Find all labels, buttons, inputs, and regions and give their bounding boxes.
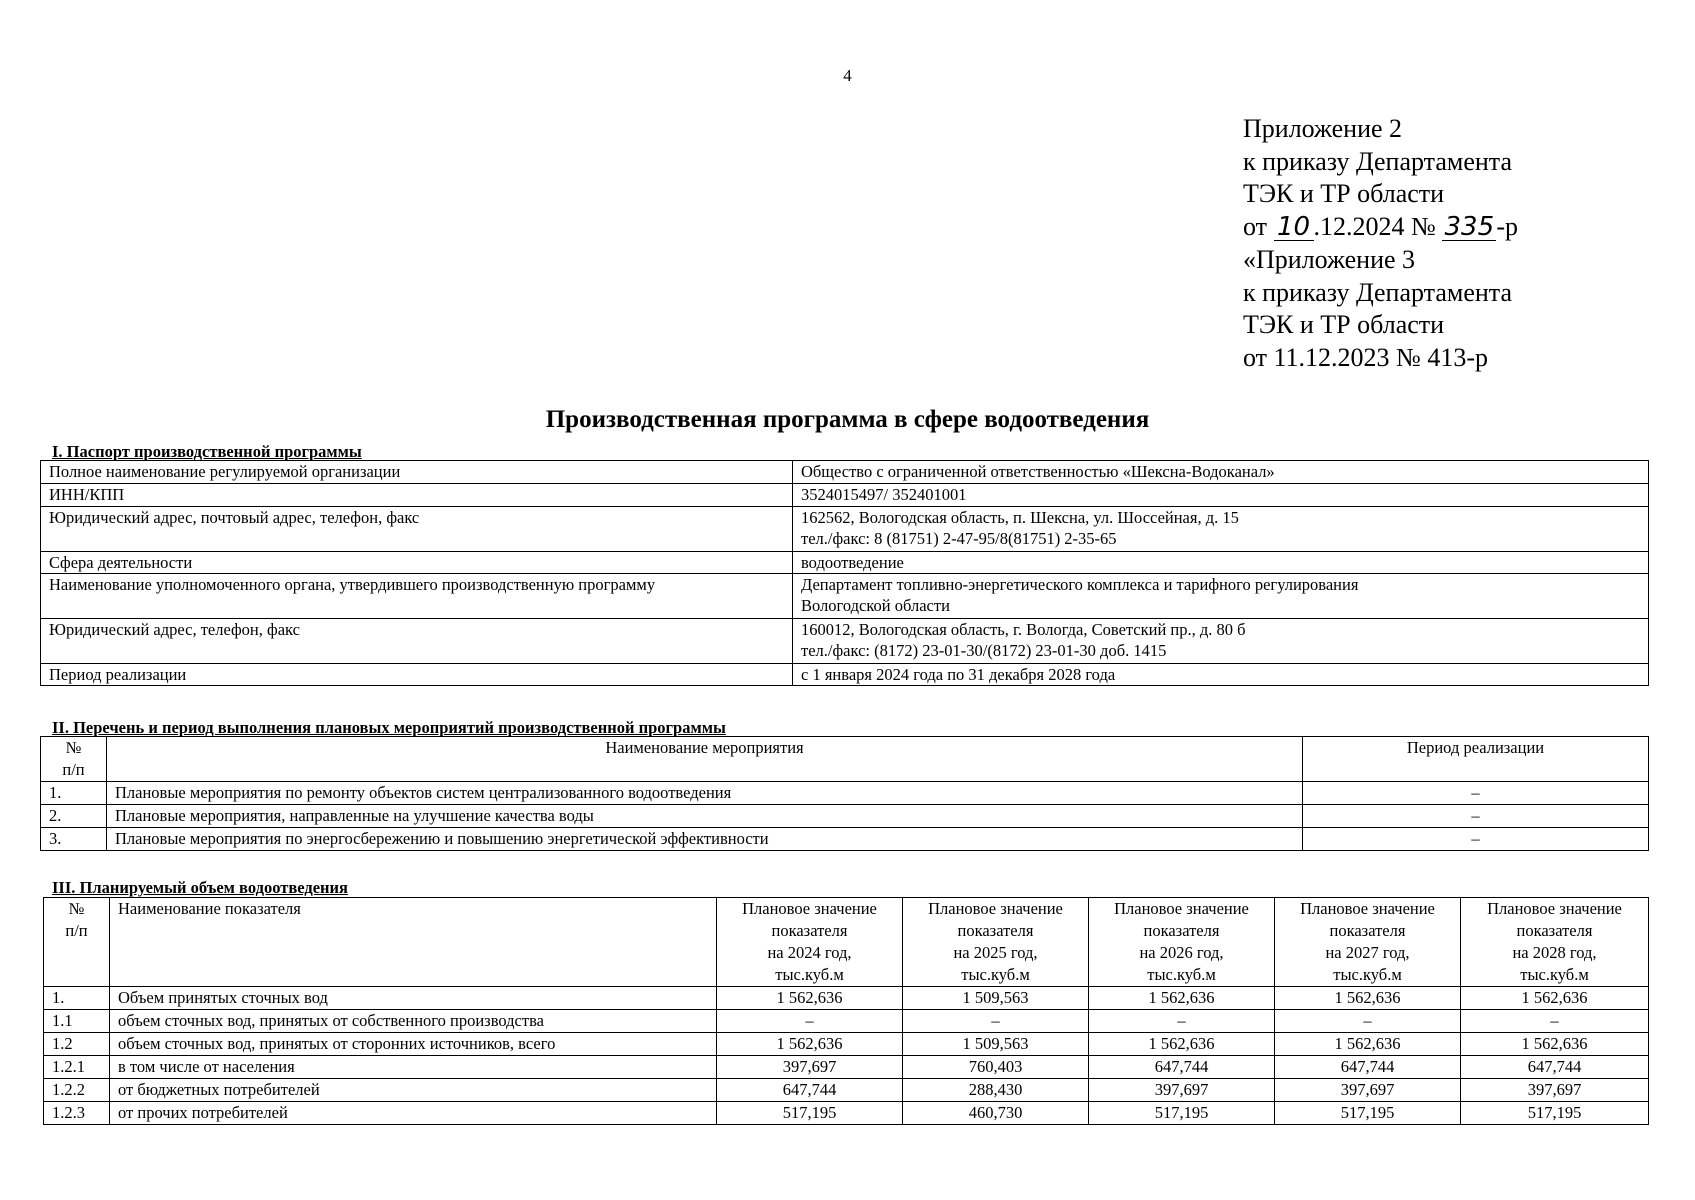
order-suffix: -р — [1496, 212, 1519, 242]
row-value: 397,697 — [1461, 1079, 1649, 1102]
year-header-line: Плановое значение — [1300, 899, 1435, 918]
year-header-line: тыс.куб.м — [1333, 965, 1402, 984]
year-header-line: тыс.куб.м — [1520, 965, 1589, 984]
table-header-row — [41, 737, 1649, 782]
passport-value: 160012, Вологодская область, г. Вологда, Советский пр., д. 80 б — [801, 620, 1246, 639]
row-period: – — [1303, 782, 1649, 805]
volume-table — [43, 897, 1649, 1125]
row-value: 1 509,563 — [903, 1033, 1089, 1056]
row-num: 3. — [41, 828, 107, 851]
year-header-line: показателя — [1143, 921, 1220, 940]
passport-value: 162562, Вологодская область, п. Шексна, ул. Шоссейная, д. 15 — [801, 508, 1239, 527]
passport-value: с 1 января 2024 года по 31 декабря 2028 года — [793, 664, 1649, 686]
appendix-line: к приказу Департамента — [1243, 277, 1513, 307]
page-number: 4 — [843, 66, 852, 85]
year-header — [1089, 898, 1275, 987]
table-row — [44, 1079, 1649, 1102]
row-name: Плановые мероприятия по энергосбережению и повышению энергетической эффективности — [107, 828, 1303, 851]
passport-label: Юридический адрес, телефон, факс — [41, 619, 793, 664]
document-title: Производственная программа в сфере водоотведения — [545, 406, 1150, 433]
year-header-line: показателя — [1329, 921, 1406, 940]
row-value: 460,730 — [903, 1102, 1089, 1125]
row-value: 647,744 — [1275, 1056, 1461, 1079]
header-period: Период реализации — [1303, 737, 1649, 782]
appendix-line: «Приложение 3 — [1243, 244, 1416, 274]
handwritten-day: 10 — [1274, 214, 1314, 241]
row-value: 397,697 — [1275, 1079, 1461, 1102]
row-name: Плановые мероприятия по ремонту объектов систем централизованного водоотведения — [107, 782, 1303, 805]
row-period: – — [1303, 828, 1649, 851]
table-row — [41, 507, 1649, 552]
row-num: 1.2.3 — [44, 1102, 110, 1125]
header-num: № — [68, 899, 85, 918]
appendix-block — [1243, 113, 1518, 375]
year-header-line: Плановое значение — [928, 899, 1063, 918]
row-value: – — [903, 1010, 1089, 1033]
row-value: 1 562,636 — [1089, 987, 1275, 1010]
year-header-line: на 2024 год, — [767, 943, 852, 962]
appendix-line: ТЭК и ТР области — [1243, 179, 1445, 209]
header-name: Наименование показателя — [110, 898, 717, 987]
row-value: 1 562,636 — [717, 1033, 903, 1056]
passport-table — [40, 460, 1649, 686]
row-value: 760,403 — [903, 1056, 1089, 1079]
section-1-heading: I. Паспорт производственной программы — [52, 442, 362, 461]
order-mid: .12.2024 № — [1313, 212, 1436, 242]
header-num: № — [65, 738, 82, 757]
row-value: 1 562,636 — [1275, 1033, 1461, 1056]
header-num-cell — [41, 737, 107, 782]
year-header-line: показателя — [957, 921, 1034, 940]
row-value: – — [1461, 1010, 1649, 1033]
passport-label: Период реализации — [41, 664, 793, 686]
row-num: 1. — [41, 782, 107, 805]
appendix-order-line — [1243, 211, 1518, 244]
row-num: 1.2 — [44, 1033, 110, 1056]
year-header-line: тыс.куб.м — [1147, 965, 1216, 984]
row-value: 397,697 — [1089, 1079, 1275, 1102]
year-header-line: на 2027 год, — [1325, 943, 1410, 962]
passport-value-cell — [793, 619, 1649, 664]
year-header — [1275, 898, 1461, 987]
table-row — [41, 552, 1649, 574]
passport-label: Сфера деятельности — [41, 552, 793, 574]
table-header-row — [44, 898, 1649, 987]
passport-value: Департамент топливно-энергетического комплекса и тарифного регулирования — [801, 575, 1359, 594]
row-num: 1.2.1 — [44, 1056, 110, 1079]
row-num: 1.2.2 — [44, 1079, 110, 1102]
year-header-line: показателя — [1516, 921, 1593, 940]
row-value: – — [1089, 1010, 1275, 1033]
passport-label: ИНН/КПП — [41, 484, 793, 507]
year-header — [1461, 898, 1649, 987]
year-header-line: Плановое значение — [1487, 899, 1622, 918]
table-row — [41, 484, 1649, 507]
row-value: 1 562,636 — [1461, 987, 1649, 1010]
row-value: 1 562,636 — [1275, 987, 1461, 1010]
passport-value-cell — [793, 507, 1649, 552]
row-value: 288,430 — [903, 1079, 1089, 1102]
table-row — [44, 1010, 1649, 1033]
table-row — [41, 619, 1649, 664]
passport-value: водоотведение — [793, 552, 1649, 574]
year-header-line: тыс.куб.м — [775, 965, 844, 984]
table-row — [41, 828, 1649, 851]
header-name: Наименование мероприятия — [107, 737, 1303, 782]
year-header-line: на 2028 год, — [1512, 943, 1597, 962]
row-value: 397,697 — [717, 1056, 903, 1079]
passport-label: Полное наименование регулируемой организации — [41, 461, 793, 484]
row-num: 2. — [41, 805, 107, 828]
passport-label: Юридический адрес, почтовый адрес, телефон, факс — [41, 507, 793, 552]
row-name: от бюджетных потребителей — [110, 1079, 717, 1102]
handwritten-number: 335 — [1442, 214, 1496, 241]
row-value: 517,195 — [1275, 1102, 1461, 1125]
row-period: – — [1303, 805, 1649, 828]
row-value: 517,195 — [1089, 1102, 1275, 1125]
passport-value: тел./факс: 8 (81751) 2-47-95/8(81751) 2-35-65 — [801, 529, 1117, 548]
row-name: в том числе от населения — [110, 1056, 717, 1079]
passport-value: Вологодской области — [801, 596, 950, 615]
row-name: объем сточных вод, принятых от собственного производства — [110, 1010, 717, 1033]
appendix-line: от 11.12.2023 № 413-р — [1243, 342, 1489, 372]
header-num: п/п — [65, 921, 88, 940]
order-prefix: от — [1243, 212, 1268, 242]
passport-value: 3524015497/ 352401001 — [793, 484, 1649, 507]
appendix-line: Приложение 2 — [1243, 114, 1403, 143]
year-header — [903, 898, 1089, 987]
row-name: Плановые мероприятия, направленные на улучшение качества воды — [107, 805, 1303, 828]
section-3-heading: III. Планируемый объем водоотведения — [52, 878, 348, 897]
row-value: – — [717, 1010, 903, 1033]
row-value: 1 562,636 — [1089, 1033, 1275, 1056]
table-row — [44, 1102, 1649, 1125]
year-header-line: на 2025 год, — [953, 943, 1038, 962]
table-row — [44, 1056, 1649, 1079]
year-header-line: Плановое значение — [742, 899, 877, 918]
passport-label: Наименование уполномоченного органа, утвердившего производственную программу — [41, 574, 793, 619]
year-header-line: Плановое значение — [1114, 899, 1249, 918]
row-value: 517,195 — [717, 1102, 903, 1125]
passport-value-cell — [793, 574, 1649, 619]
measures-table — [40, 736, 1649, 851]
table-row — [41, 805, 1649, 828]
row-value: 647,744 — [1089, 1056, 1275, 1079]
row-value: – — [1275, 1010, 1461, 1033]
row-name: от прочих потребителей — [110, 1102, 717, 1125]
row-value: 1 562,636 — [1461, 1033, 1649, 1056]
appendix-line: ТЭК и ТР области — [1243, 310, 1445, 340]
row-name: Объем принятых сточных вод — [110, 987, 717, 1010]
row-num: 1.1 — [44, 1010, 110, 1033]
year-header-line: показателя — [771, 921, 848, 940]
row-value: 1 509,563 — [903, 987, 1089, 1010]
table-row — [44, 987, 1649, 1010]
table-row — [41, 782, 1649, 805]
row-num: 1. — [44, 987, 110, 1010]
row-name: объем сточных вод, принятых от сторонних источников, всего — [110, 1033, 717, 1056]
table-row — [41, 574, 1649, 619]
header-num: п/п — [62, 760, 85, 779]
row-value: 517,195 — [1461, 1102, 1649, 1125]
table-row — [44, 1033, 1649, 1056]
passport-value: Общество с ограниченной ответственностью «Шексна-Водоканал» — [793, 461, 1649, 484]
table-row — [41, 461, 1649, 484]
row-value: 647,744 — [1461, 1056, 1649, 1079]
header-num-cell — [44, 898, 110, 987]
appendix-line: к приказу Департамента — [1243, 146, 1513, 176]
section-2-heading: II. Перечень и период выполнения плановых мероприятий производственной программы — [52, 718, 726, 737]
row-value: 1 562,636 — [717, 987, 903, 1010]
row-value: 647,744 — [717, 1079, 903, 1102]
year-header-line: тыс.куб.м — [961, 965, 1030, 984]
year-header — [717, 898, 903, 987]
year-header-line: на 2026 год, — [1139, 943, 1224, 962]
table-row — [41, 664, 1649, 686]
passport-value: тел./факс: (8172) 23-01-30/(8172) 23-01-30 доб. 1415 — [801, 641, 1167, 660]
